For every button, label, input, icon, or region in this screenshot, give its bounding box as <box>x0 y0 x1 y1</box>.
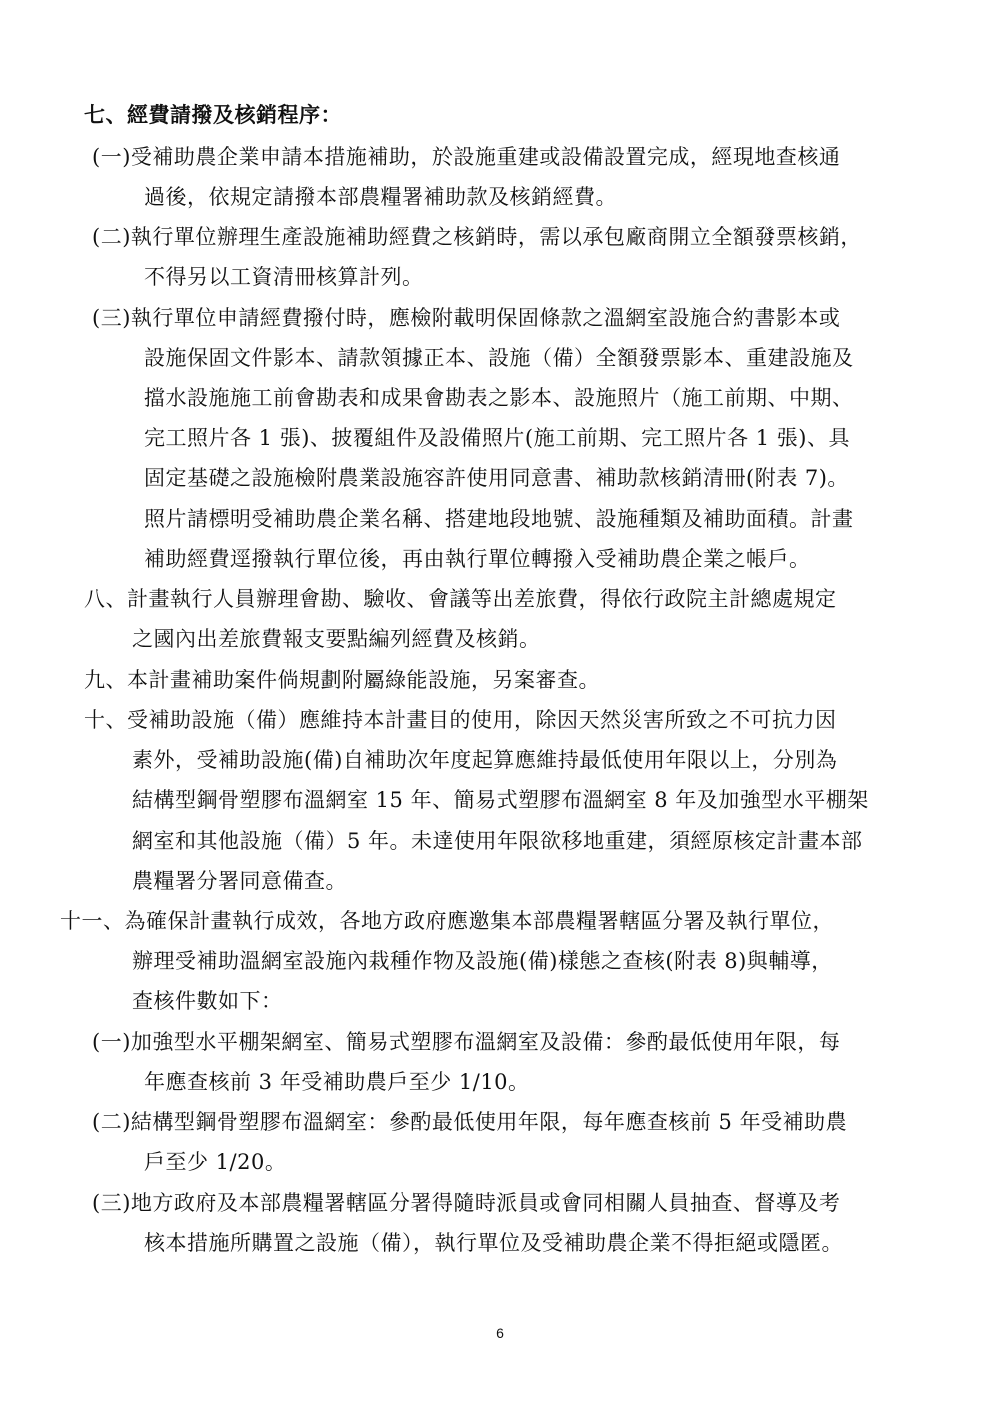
page-number: 6 <box>496 1325 504 1341</box>
section-11-item-1-line-2: 年應查核前 3 年受補助農戶至少 1/10。 <box>144 1070 530 1094</box>
section-9-line-1: 九、本計畫補助案件倘規劃附屬綠能設施，另案審查。 <box>84 668 600 692</box>
section-7-item-3-line-2: 設施保固文件影本、請款領據正本、設施（備）全額發票影本、重建設施及 <box>144 346 854 370</box>
section-11-item-2-line-1: (二)結構型鋼骨塑膠布溫網室：參酌最低使用年限，每年應查核前 5 年受補助農 <box>92 1110 848 1134</box>
section-10-line-3: 結構型鋼骨塑膠布溫網室 15 年、簡易式塑膠布溫網室 8 年及加強型水平棚架 <box>132 788 869 812</box>
section-7-item-2-line-1: (二)執行單位辦理生產設施補助經費之核銷時，需以承包廠商開立全額發票核銷， <box>92 225 862 249</box>
section-7-item-3-line-3: 擋水設施施工前會勘表和成果會勘表之影本、設施照片（施工前期、中期、 <box>144 386 854 410</box>
section-7-item-1-line-2: 過後，依規定請撥本部農糧署補助款及核銷經費。 <box>144 185 617 209</box>
section-10-line-2: 素外，受補助設施(備)自補助次年度起算應維持最低使用年限以上，分別為 <box>132 748 838 772</box>
section-11-line-2: 辦理受補助溫網室設施內栽種作物及設施(備)樣態之查核(附表 8)與輔導， <box>132 949 833 973</box>
section-11-line-1: 十一、為確保計畫執行成效，各地方政府應邀集本部農糧署轄區分署及執行單位， <box>60 909 834 933</box>
section-11-item-3-line-2: 核本措施所購置之設施（備），執行單位及受補助農企業不得拒絕或隱匿。 <box>144 1231 843 1255</box>
section-7-heading: 七、經費請撥及核銷程序： <box>84 102 342 127</box>
section-7-item-3-line-6: 照片請標明受補助農企業名稱、搭建地段地號、設施種類及補助面積。計畫 <box>144 507 854 531</box>
section-10-line-4: 網室和其他設施（備）5 年。未達使用年限欲移地重建，須經原核定計畫本部 <box>132 829 863 853</box>
section-8-line-1: 八、計畫執行人員辦理會勘、驗收、會議等出差旅費，得依行政院主計總處規定 <box>84 587 837 611</box>
section-10-line-5: 農糧署分署同意備查。 <box>132 869 347 893</box>
section-11-item-3-line-1: (三)地方政府及本部農糧署轄區分署得隨時派員或會同相關人員抽查、督導及考 <box>92 1191 841 1215</box>
section-7-item-3-line-4: 完工照片各 1 張)、披覆組件及設備照片(施工前期、完工照片各 1 張)、具 <box>144 426 850 450</box>
section-11-line-3: 查核件數如下： <box>132 989 283 1013</box>
section-11-item-2-line-2: 戶至少 1/20。 <box>144 1150 287 1174</box>
section-11-item-1-line-1: (一)加強型水平棚架網室、簡易式塑膠布溫網室及設備：參酌最低使用年限，每 <box>92 1030 841 1054</box>
section-7-item-3-line-1: (三)執行單位申請經費撥付時，應檢附載明保固條款之溫網室設施合約書影本或 <box>92 306 841 330</box>
section-7-item-3-line-7: 補助經費逕撥執行單位後，再由執行單位轉撥入受補助農企業之帳戶。 <box>144 547 811 571</box>
section-7-item-3-line-5: 固定基礎之設施檢附農業設施容許使用同意書、補助款核銷清冊(附表 7)。 <box>144 466 849 490</box>
section-7-item-1-line-1: (一)受補助農企業申請本措施補助，於設施重建或設備設置完成，經現地查核通 <box>92 145 841 169</box>
section-7-item-2-line-2: 不得另以工資清冊核算計列。 <box>144 265 424 289</box>
section-8-line-2: 之國內出差旅費報支要點編列經費及核銷。 <box>132 627 541 651</box>
section-10-line-1: 十、受補助設施（備）應維持本計畫目的使用，除因天然災害所致之不可抗力因 <box>84 708 837 732</box>
